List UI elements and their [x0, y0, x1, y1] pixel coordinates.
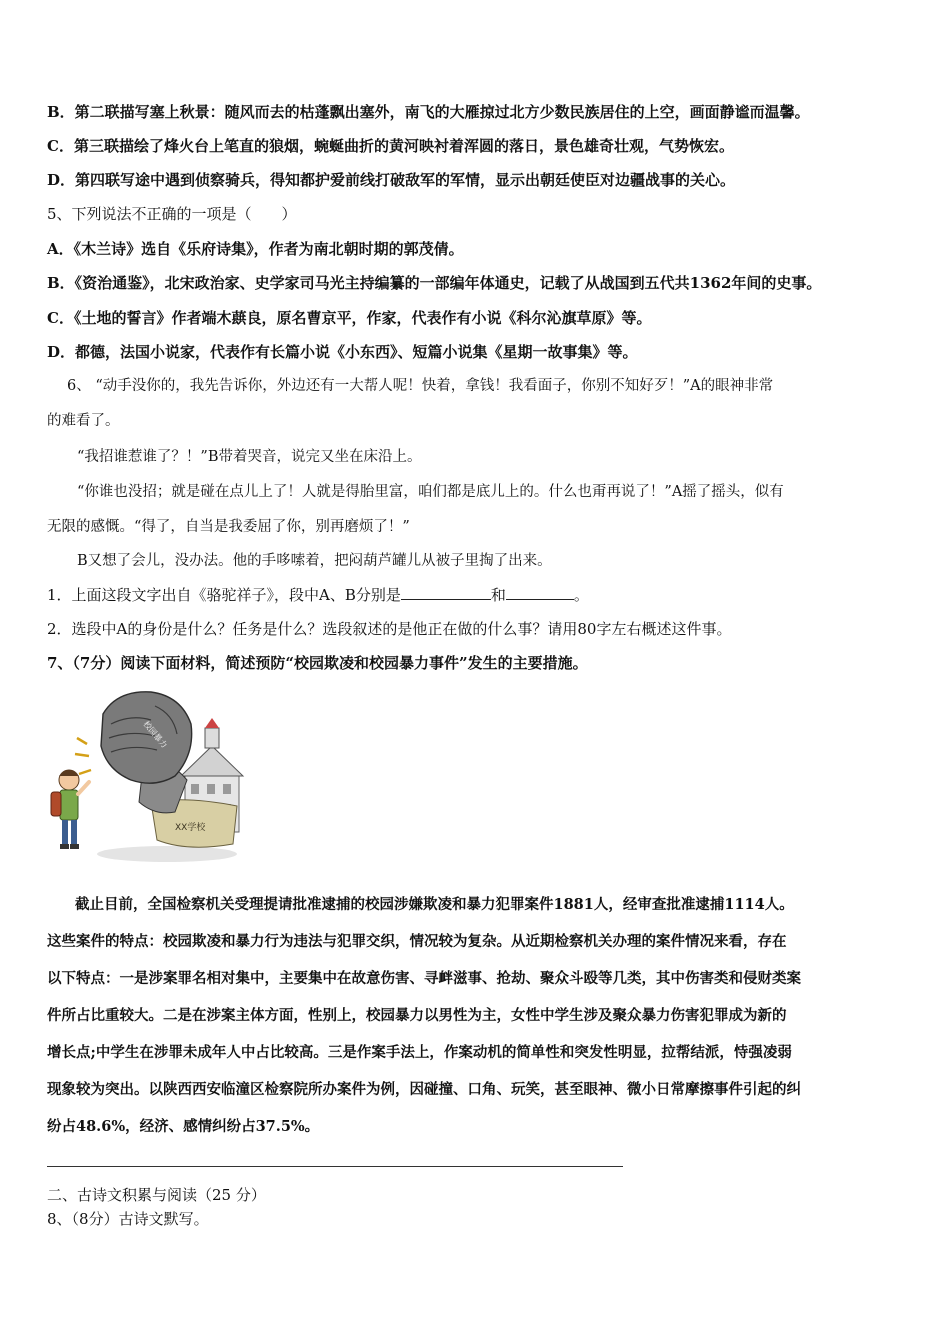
- q4-option-d: D．第四联写途中遇到侦察骑兵，得知都护爱前线打破敌军的军情，显示出朝廷使臣对边疆战事的关心。: [47, 171, 736, 189]
- q5-option-c: C．《土地的誓言》作者端木蕻良，原名曹京平，作家，代表作有小说《科尔沁旗草原》等。: [47, 309, 652, 327]
- answer-divider-line: [47, 1166, 623, 1167]
- q7-material-line-1: 截止目前，全国检察机关受理提请批准逮捕的校园涉嫌欺凌和暴力犯罪案件1881人，经审查批准逮捕1114人。: [75, 896, 794, 913]
- q6-passage-line-4: “你谁也没招；就是碰在点儿上了！人就是得胎里富，咱们都是底儿上的。什么也甭再说了！”A摇了摇头，似有: [77, 484, 784, 500]
- q6-passage-line-3: “我招谁惹谁了？！”B带着哭音，说完又坐在床沿上。: [77, 449, 422, 465]
- q7-material-line-3: 以下特点：一是涉案罪名相对集中，主要集中在故意伤害、寻衅滋事、抢劫、聚众斗殴等几类，其中伤害类和侵财类案: [47, 970, 801, 987]
- q6-sub1-text: 1．上面这段文字出自《骆驼祥子》，段中A、B分别是: [47, 586, 401, 604]
- school-sign-label: XX学校: [175, 823, 206, 833]
- q7-material-line-6: 现象较为突出。以陕西西安临潼区检察院所办案件为例，因碰撞、口角、玩笑，甚至眼神、微小日常摩擦事件引起的纠: [47, 1081, 801, 1098]
- q5-stem: 5、下列说法不正确的一项是（ ）: [47, 205, 297, 223]
- q4-option-b: B．第二联描写塞上秋景：随风而去的枯蓬飘出塞外，南飞的大雁掠过北方少数民族居住的上空，画面静谧而温馨。: [47, 103, 810, 121]
- school-bullying-illustration: [47, 684, 245, 866]
- q6-sub1-end: 。: [573, 586, 589, 604]
- q5-option-a: A．《木兰诗》选自《乐府诗集》，作者为南北朝时期的郭茂倩。: [47, 240, 464, 258]
- student-figure-icon: [51, 770, 89, 849]
- q6-sub-question-1: [47, 584, 907, 606]
- q5-option-d: D．都德，法国小说家，代表作有长篇小说《小东西》、短篇小说集《星期一故事集》等。: [47, 343, 638, 361]
- fist-icon: [101, 692, 192, 783]
- q6-passage-line-6: B又想了会儿，没办法。他的手哆嗦着，把闷葫芦罐儿从被子里掏了出来。: [77, 553, 552, 569]
- answer-blank-a[interactable]: [401, 585, 491, 600]
- q7-material-line-2: 这些案件的特点：校园欺凌和暴力行为违法与犯罪交织，情况较为复杂。从近期检察机关办理的案件情况来看，存在: [47, 933, 787, 950]
- q6-passage-line-1: 6、 “动手没你的，我先告诉你，外边还有一大帮人呢！快着，拿钱！我看面子，你别不知好歹！”A的眼神非常: [67, 378, 774, 394]
- q7-material-line-5: 增长点;中学生在涉罪未成年人中占比较高。三是作案手法上，作案动机的简单性和突发性明显，拉帮结派，恃强凌弱: [47, 1044, 792, 1061]
- q6-passage-line-2: 的难看了。: [47, 413, 120, 429]
- q6-sub-question-2: 2．选段中A的身份是什么？任务是什么？选段叙述的是他正在做的什么事？请用80字左右概述这件事。: [47, 620, 732, 638]
- answer-blank-b[interactable]: [506, 585, 574, 600]
- q7-material-line-4: 件所占比重较大。二是在涉案主体方面，性别上，校园暴力以男性为主，女性中学生涉及聚众暴力伤害犯罪成为新的: [47, 1007, 787, 1024]
- section-2-title: 二、古诗文积累与阅读（25 分）: [47, 1186, 266, 1204]
- q4-option-c: C．第三联描绘了烽火台上笔直的狼烟，蜿蜒曲折的黄河映衬着浑圆的落日，景色雄奇壮观，气势恢宏。: [47, 137, 734, 155]
- q7-stem: 7、（7分）阅读下面材料，简述预防“校园欺凌和校园暴力事件”发生的主要措施。: [47, 654, 588, 672]
- fist-label: 校园暴力: [141, 719, 169, 750]
- q6-passage-line-5: 无限的感慨。“得了，自当是我委屈了你，别再磨烦了！”: [47, 519, 410, 535]
- q5-option-b: B．《资治通鉴》，北宋政治家、史学家司马光主持编纂的一部编年体通史，记载了从战国到五代共1362年间的史事。: [47, 274, 822, 292]
- q8-stem: 8、（8分）古诗文默写。: [47, 1210, 209, 1228]
- q7-material-line-7: 纷占48.6%，经济、感情纠纷占37.5%。: [47, 1118, 320, 1135]
- q6-sub1-and: 和: [490, 586, 506, 604]
